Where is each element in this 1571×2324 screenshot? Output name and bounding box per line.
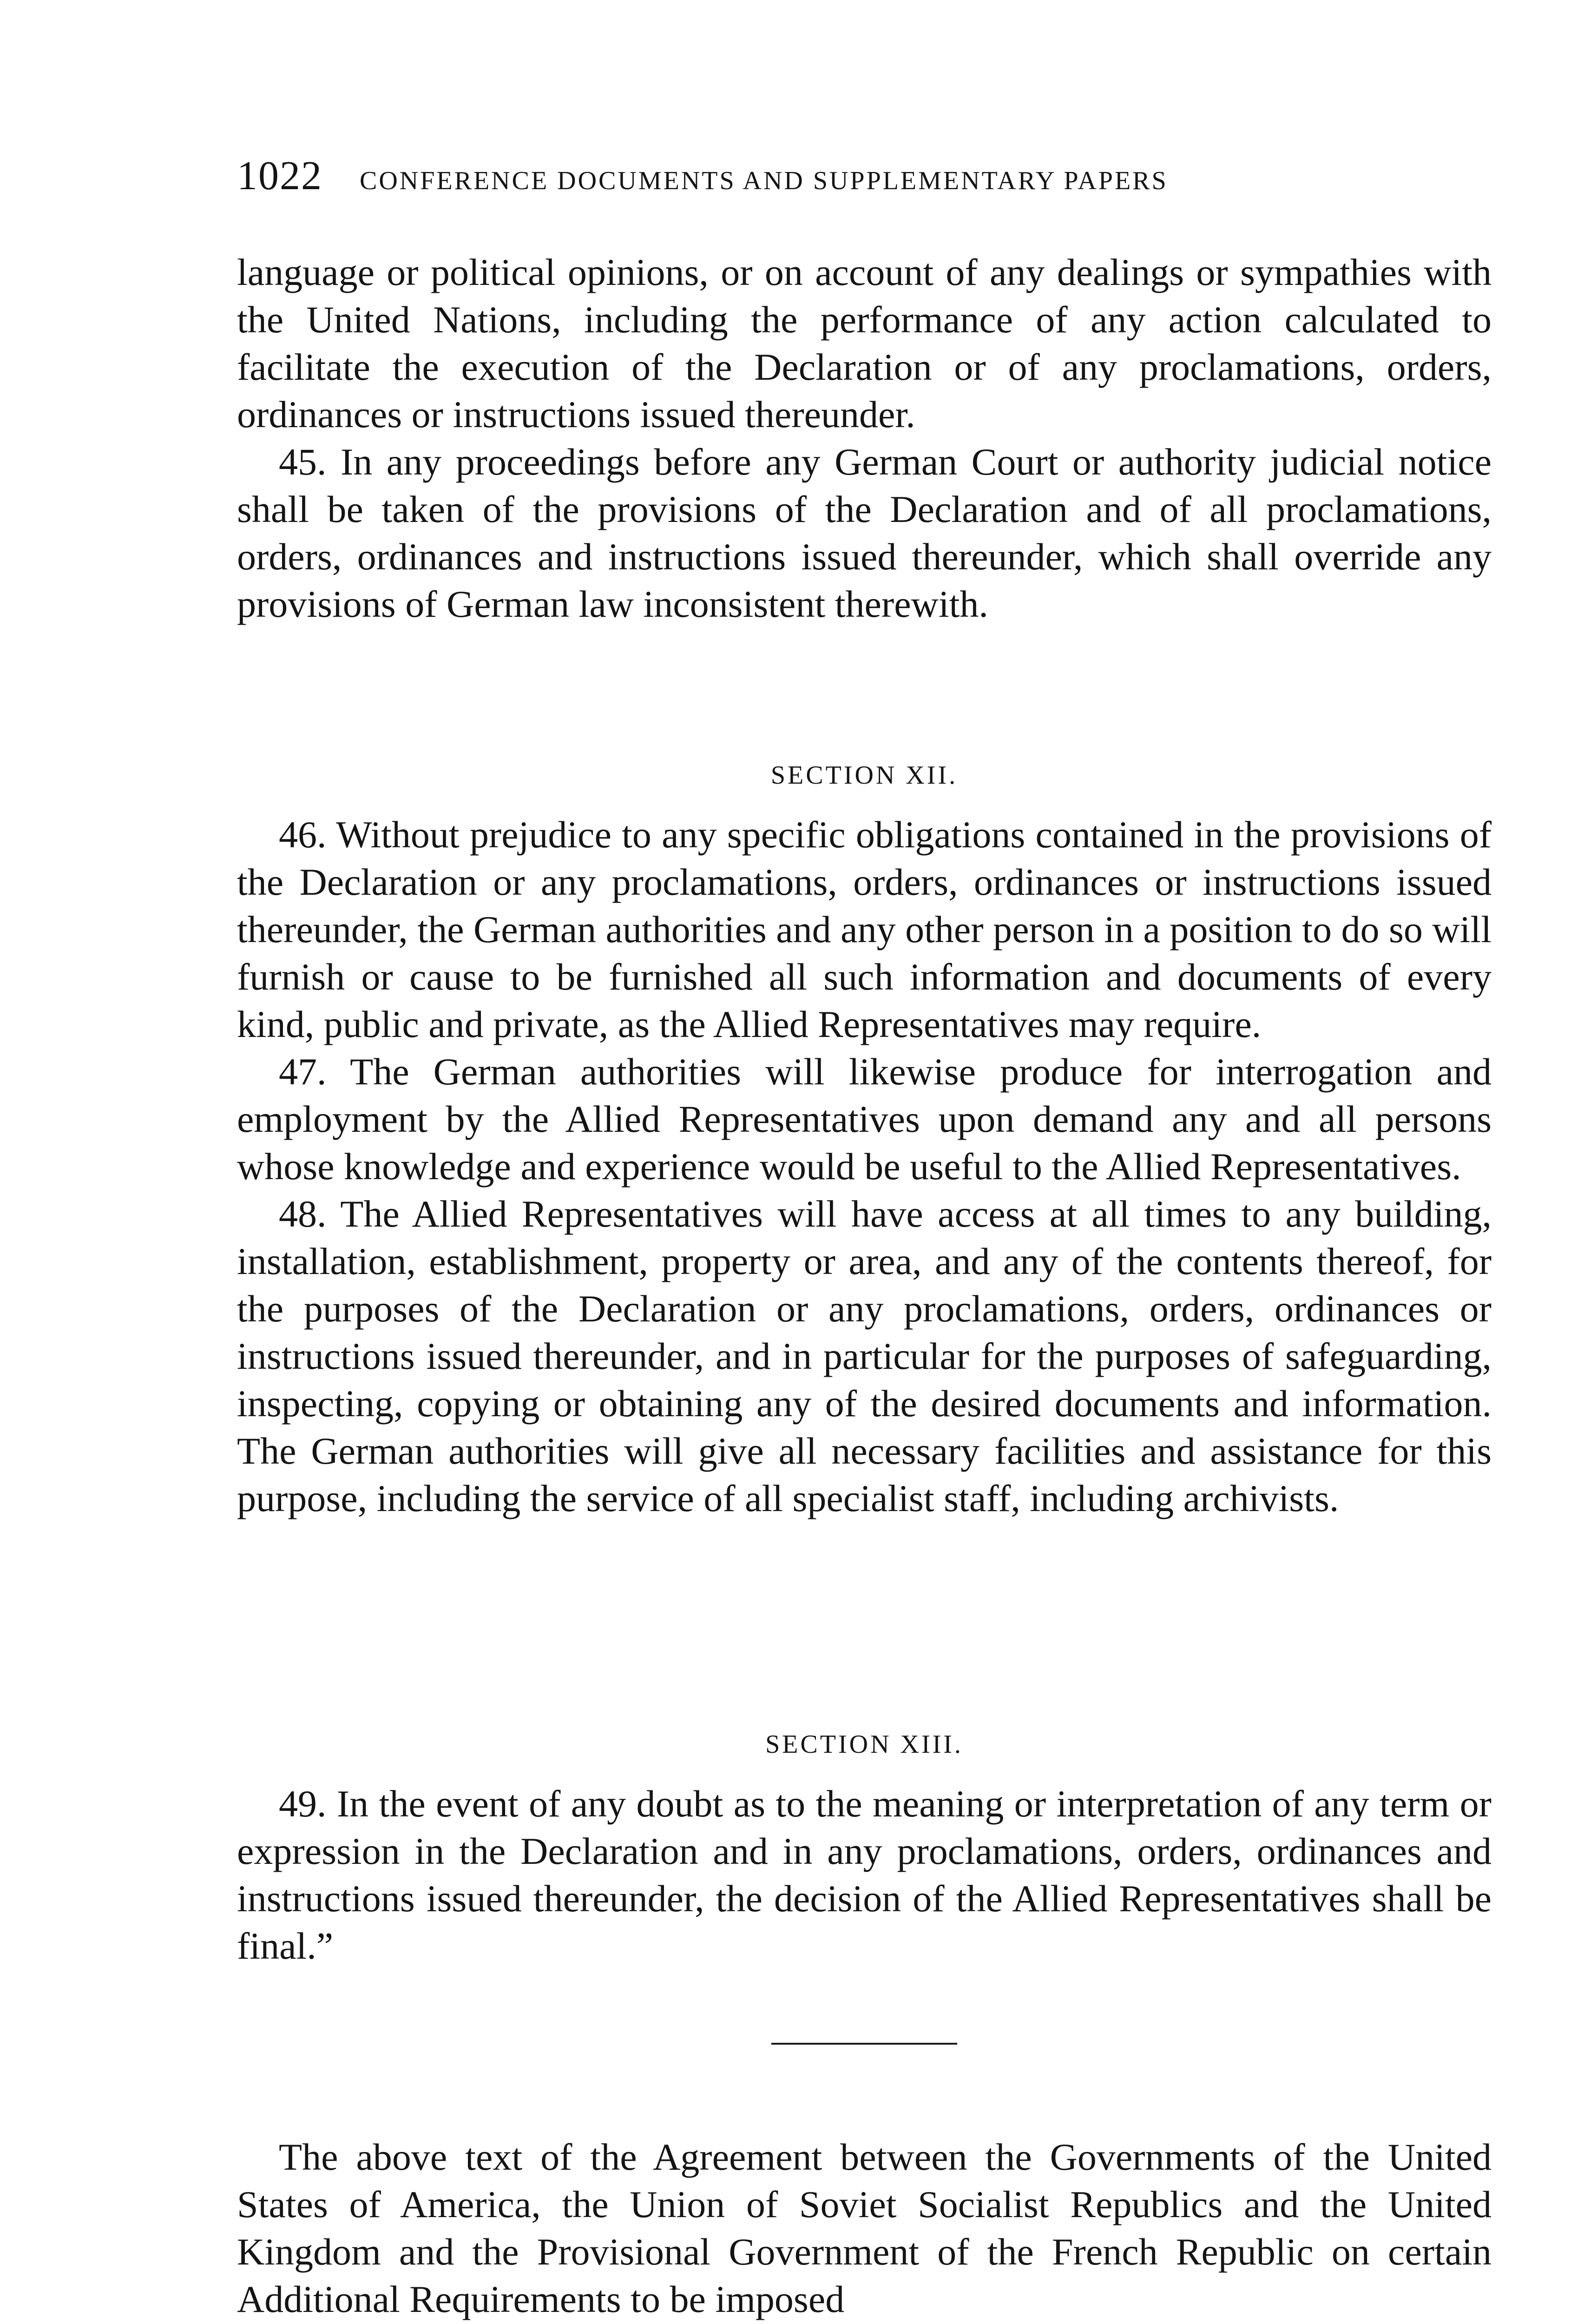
paragraph-46: 46. Without prejudice to any specific obligations contained in the provisions of the Declaration or any proclamations, orders, ordinances or instructions issued thereunder, the German authorities and any other person in a position to do so will furnish or cause to be furnished all such information and documents of every kind, public and private, as the Allied Representatives may require. bbox=[237, 813, 1492, 1045]
block-section-xiii bbox=[237, 1780, 1492, 1970]
paragraph-48: 48. The Allied Representatives will have access at all times to any building, installation, establishment, property or area, and any of the contents thereof, for the purposes of the Declaration or any proclamations, orders, ordinances or instructions issued thereunder, and in particular for the purposes of safeguarding, inspecting, copying or obtaining any of the desired documents and information. The German authorities will give all necessary facilities and assistance for this purpose, including the service of all specialist staff, including archivists. bbox=[237, 1193, 1492, 1519]
page-number: 1022 bbox=[237, 153, 322, 198]
paragraph-49: 49. In the event of any doubt as to the meaning or interpretation of any term or expression in the Declaration and in any proclamations, orders, ordinances and instructions issued thereunder, the decision of the Allied Representatives shall be final.” bbox=[237, 1783, 1492, 1967]
block-section-xi-end bbox=[237, 249, 1492, 628]
paragraph-47: 47. The German authorities will likewise produce for interrogation and employment by the Allied Representatives upon demand any and all persons whose knowledge and experience would be useful to the Allied Representatives. bbox=[237, 1050, 1492, 1188]
paragraph-closing: The above text of the Agreement between the Governments of the United States of America, the Union of Soviet Socialist Republics and the United Kingdom and the Provisional Government of the French Republic on certain Additional Requirements to be imposed bbox=[237, 2136, 1492, 2320]
paragraph-continued: language or political opinions, or on account of any dealings or sympathies with the United Nations, including the performance of any action calculated to facilitate the execution of the Declaration or of any proclamations, orders, ordinances or instructions issued thereunder. bbox=[237, 251, 1492, 436]
block-section-xii bbox=[237, 811, 1492, 1522]
section-heading-xiii: SECTION XIII. bbox=[765, 1730, 963, 1759]
paragraph-45: 45. In any proceedings before any German Court or authority judicial notice shall be taken of the provisions of the Declaration and of all proclamations, orders, ordinances and instructions issued thereunder, which shall override any provisions of German law inconsistent therewith. bbox=[237, 441, 1492, 625]
section-heading-xii: SECTION XII. bbox=[770, 761, 958, 790]
page-header bbox=[237, 153, 1492, 211]
running-head: CONFERENCE DOCUMENTS AND SUPPLEMENTARY PAPERS bbox=[360, 166, 1168, 195]
horizontal-rule bbox=[771, 2043, 957, 2045]
block-closing bbox=[237, 2133, 1492, 2323]
